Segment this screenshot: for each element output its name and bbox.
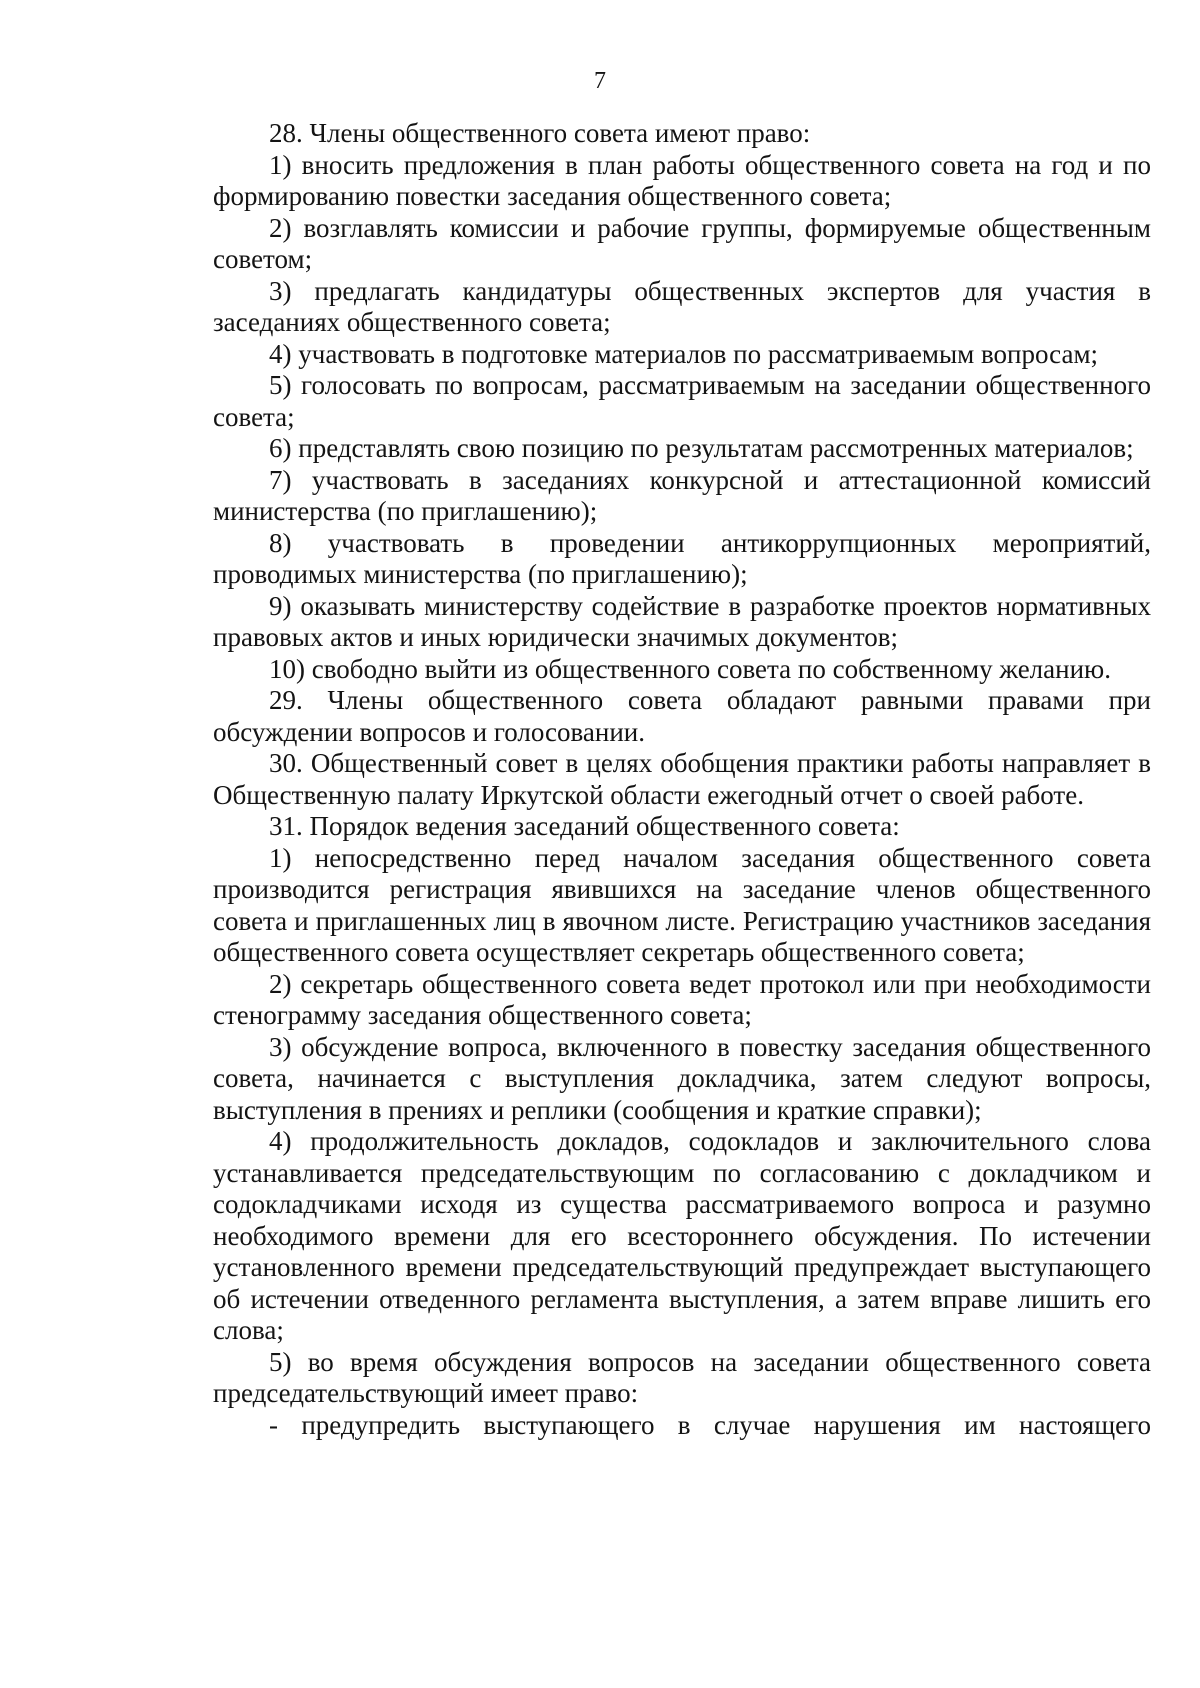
paragraph-31-item-3: 3) обсуждение вопроса, включенного в повестку заседания общественного совета, начинается с выступления докладчика, затем следуют вопросы, выступления в прениях и реплики (сообщения и краткие справки); [213,1031,1151,1125]
paragraph-30: 30. Общественный совет в целях обобщения практики работы направляет в Общественную палату Иркутской области ежегодный отчет о своей работе. [213,748,1151,810]
paragraph-28-item-10: 10) свободно выйти из общественного совета по собственному желанию. [269,653,1111,684]
paragraph-28-item-5: 5) голосовать по вопросам, рассматриваемым на заседании общественного совета; [213,370,1151,432]
paragraph-31-item-1: 1) непосредственно перед началом заседания общественного совета производится регистрация явившихся на заседание членов общественного совета и приглашенных лиц в явочном листе. Регистрацию участников заседания общественного совета осуществляет секретарь общественного совета; [213,842,1151,967]
paragraph-29: 29. Члены общественного совета обладают равными правами при обсуждении вопросов и голосовании. [213,685,1151,747]
paragraph-31-item-5: 5) во время обсуждения вопросов на заседании общественного совета председательствующий имеет право: [213,1346,1151,1408]
paragraph-28-heading: 28. Члены общественного совета имеют право: [269,118,811,148]
paragraph-28-item-3: 3) предлагать кандидатуры общественных экспертов для участия в заседаниях общественного совета; [213,275,1151,337]
page-number: 7 [594,68,606,94]
paragraph-31-heading: 31. Порядок ведения заседаний общественного совета: [269,811,900,841]
paragraph-28-item-4: 4) участвовать в подготовке материалов по рассматриваемым вопросам; [269,338,1099,369]
paragraph-31-item-5-bullet: - предупредить выступающего в случае нарушения им настоящего [269,1409,1151,1440]
document-body [213,118,1151,1441]
paragraph-28-item-6: 6) представлять свою позицию по результатам рассмотренных материалов; [269,433,1134,463]
paragraph-28-item-9: 9) оказывать министерству содействие в разработке проектов нормативных правовых актов и иных юридически значимых документов; [213,590,1151,652]
paragraph-31-item-2: 2) секретарь общественного совета ведет протокол или при необходимости стенограмму заседания общественного совета; [213,968,1151,1030]
paragraph-28-item-8: 8) участвовать в проведении антикоррупционных мероприятий, проводимых министерства (по приглашению); [213,527,1151,589]
paragraph-28-item-7: 7) участвовать в заседаниях конкурсной и аттестационной комиссий министерства (по приглашению); [213,464,1151,526]
paragraph-28-item-1: 1) вносить предложения в план работы общественного совета на год и по формированию повестки заседания общественного совета; [213,149,1151,211]
paragraph-31-item-4: 4) продолжительность докладов, содокладов и заключительного слова устанавливается председательствующим по согласованию с докладчиком и содокладчиками исходя из существа рассматриваемого вопроса и разумно необходимого времени для его всестороннего обсуждения. По истечении установленного времени председательствующий предупреждает выступающего об истечении отведенного регламента выступления, а затем вправе лишить его слова; [213,1126,1151,1345]
paragraph-28-item-2: 2) возглавлять комиссии и рабочие группы, формируемые общественным советом; [213,212,1151,274]
